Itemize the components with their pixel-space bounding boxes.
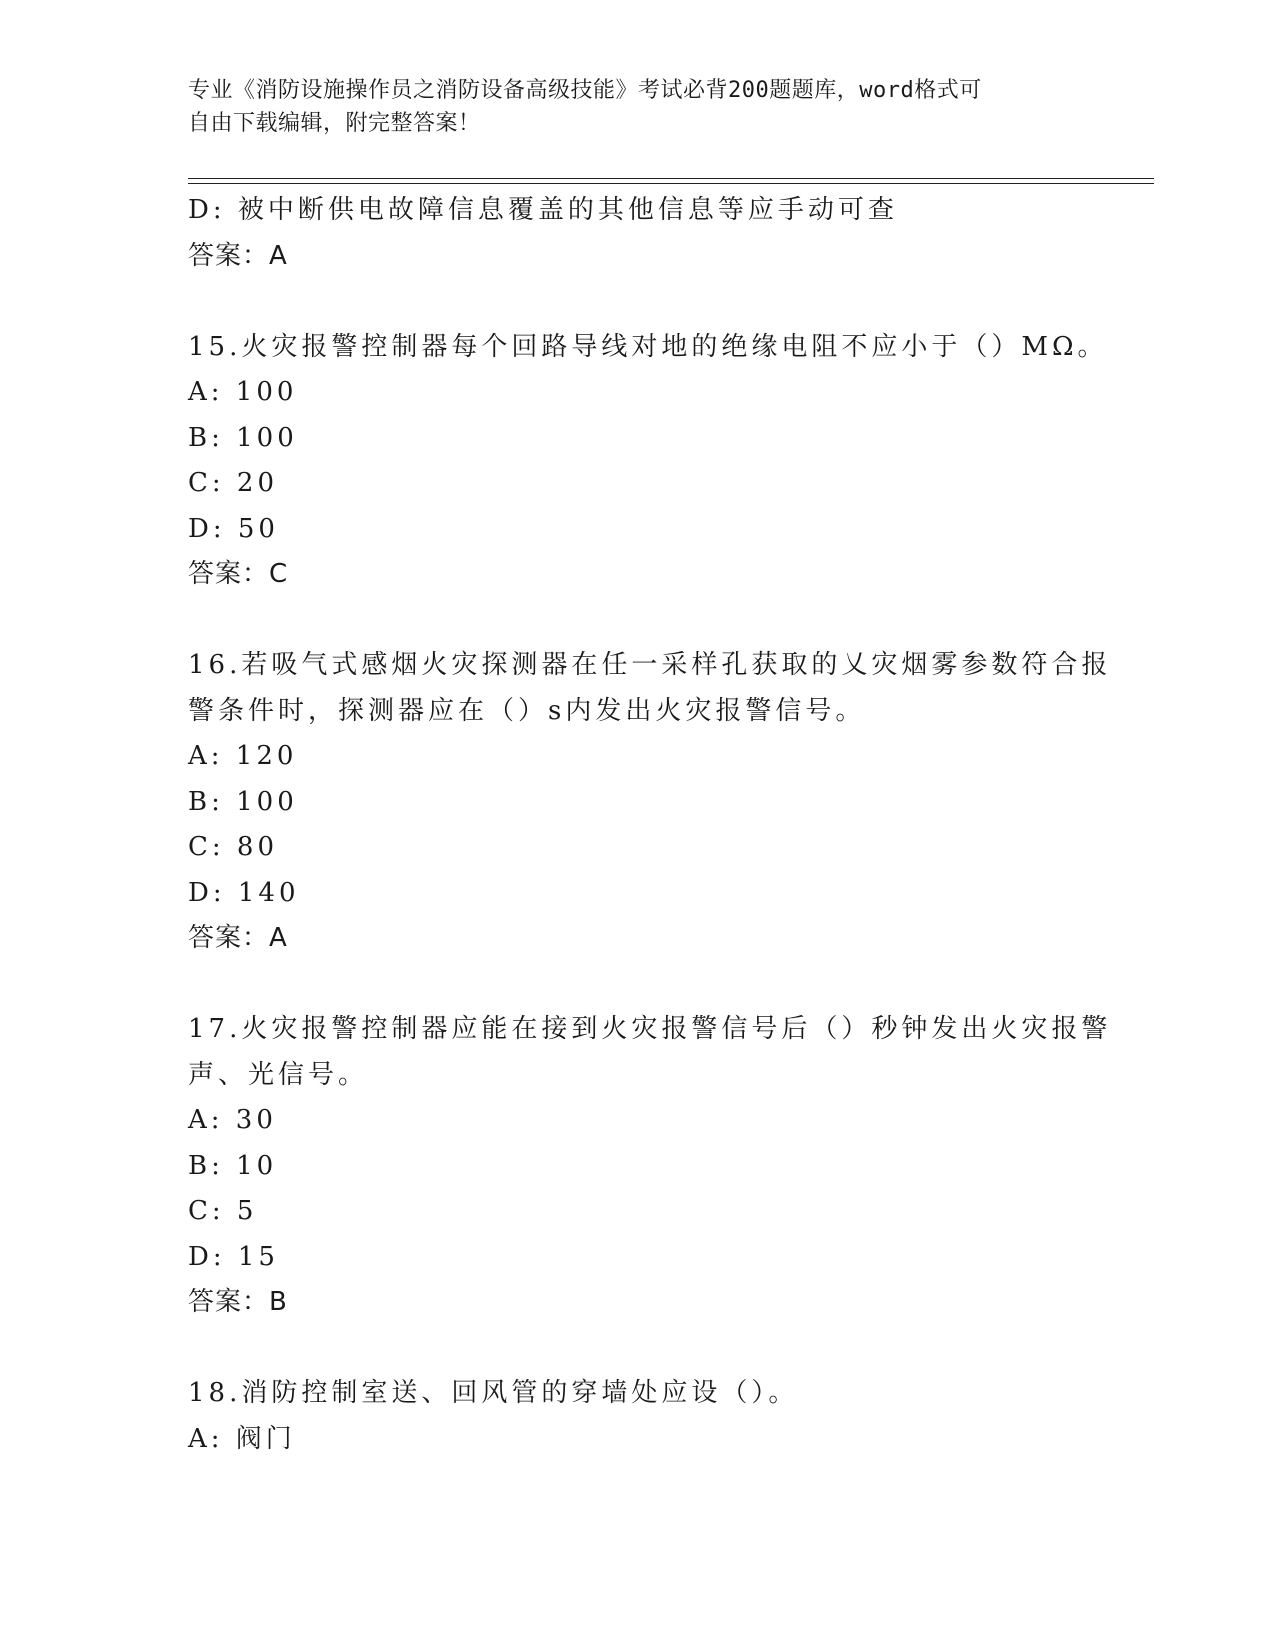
answer-line: 答案：A: [188, 923, 288, 953]
header-rule-top: [188, 178, 1154, 179]
option-d: D: 被中断供电故障信息覆盖的其他信息等应手动可查: [188, 195, 898, 225]
question-stem-line-1: 16.若吸气式感烟火灾探测器在任一采样孔获取的乂灾烟雾参数符合报: [188, 650, 1112, 680]
spacer: [188, 1326, 1088, 1372]
question-list: [188, 188, 1112, 1462]
question-block-17: [188, 1007, 1112, 1326]
option-c: C: 20: [188, 468, 279, 498]
question-stem: 15.火灾报警控制器每个回路导线对地的绝缘电阻不应小于（）MΩ。: [188, 331, 1108, 362]
page-header: [188, 74, 1078, 140]
question-stem-line-2: 警条件时，探测器应在（）s内发出火灾报警信号。: [188, 695, 866, 726]
option-b: B: 100: [188, 786, 298, 817]
spacer: [188, 598, 1088, 644]
option-a: A: 阀门: [188, 1423, 296, 1454]
answer-line: 答案：C: [188, 559, 289, 589]
question-stem: 18.消防控制室送、回风管的穿墙处应设（）。: [188, 1378, 799, 1408]
option-a: A: 120: [188, 741, 298, 771]
question-block-18: [188, 1371, 1088, 1462]
spacer: [188, 962, 1088, 1008]
answer-line: 答案：A: [188, 240, 288, 271]
option-a: A: 100: [188, 377, 298, 407]
question-stem-line-2: 声、光信号。: [188, 1059, 369, 1090]
option-b: B: 10: [188, 1150, 278, 1181]
option-c: C: 5: [188, 1196, 258, 1226]
answer-line: 答案：B: [188, 1287, 288, 1317]
option-d: D: 15: [188, 1241, 279, 1272]
question-block-14: [188, 188, 1088, 279]
option-c: C: 80: [188, 832, 279, 862]
option-a: A: 30: [188, 1105, 277, 1135]
header-rule-bottom: [188, 183, 1154, 184]
spacer: [188, 279, 1088, 325]
option-b: B: 100: [188, 422, 298, 453]
question-block-16: [188, 643, 1112, 962]
question-block-15: [188, 325, 1108, 598]
question-stem-line-1: 17.火灾报警控制器应能在接到火灾报警信号后（）秒钟发出火灾报警: [188, 1014, 1112, 1044]
option-d: D: 140: [188, 877, 300, 908]
header-line-2: 自由下载编辑，附完整答案！: [188, 111, 481, 136]
option-d: D: 50: [188, 513, 279, 544]
header-line-1: 专业《消防设施操作员之消防设备高级技能》考试必背200题题库，word格式可: [188, 78, 982, 103]
